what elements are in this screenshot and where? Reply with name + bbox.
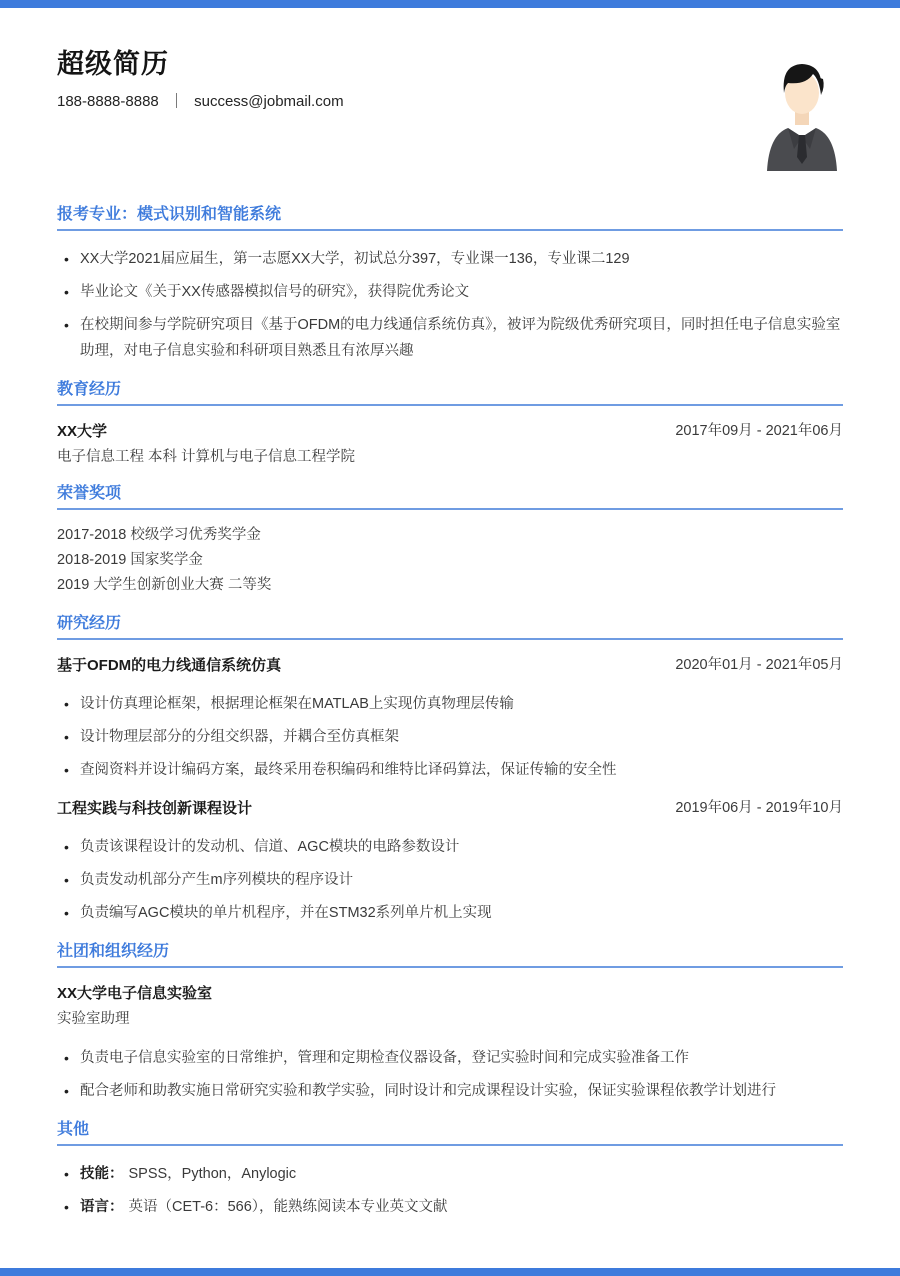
section-divider	[57, 1144, 843, 1146]
section-education	[57, 380, 843, 468]
portrait-illustration	[761, 57, 843, 171]
research-project	[57, 655, 843, 783]
education-detail: 电子信息工程 本科 计算机与电子信息工程学院	[57, 449, 356, 465]
bullet-item: • 设计物理层部分的分组交织器，并耦合至仿真框架	[57, 724, 843, 750]
project-date-range: 2020年01月 - 2021年05月	[675, 657, 843, 673]
language-value: 英语（CET-6：566），能熟练阅读本专业英文文献	[128, 1199, 448, 1215]
section-divider	[57, 404, 843, 406]
email-address: success@jobmail.com	[194, 93, 344, 110]
education-date-range: 2017年09月 - 2021年06月	[675, 423, 843, 439]
section-title-objective: 报考专业：模式识别和智能系统	[57, 206, 282, 223]
section-divider	[57, 508, 843, 510]
education-entry	[57, 421, 843, 442]
section-title-organizations: 社团和组织经历	[57, 943, 170, 960]
avatar	[761, 57, 843, 171]
school-name: XX大学	[57, 423, 108, 440]
project-name: 工程实践与科技创新课程设计	[57, 800, 253, 817]
section-title-education: 教育经历	[57, 381, 122, 398]
bullet-item: • 负责编写AGC模块的单片机程序，并在STM32系列单片机上实现	[57, 900, 843, 926]
section-title-research: 研究经历	[57, 615, 122, 632]
section-divider	[57, 966, 843, 968]
section-research	[57, 614, 843, 926]
organization-name: XX大学电子信息实验室	[57, 985, 213, 1002]
section-divider	[57, 229, 843, 231]
honor-item: 2019 大学生创新创业大赛 二等奖	[57, 577, 272, 593]
organization-entry	[57, 983, 843, 1004]
bullet-item: • 负责发动机部分产生m序列模块的程序设计	[57, 867, 843, 893]
bullet-item: • 配合老师和助教实施日常研究实验和教学实验，同时设计和完成课程设计实验，保证实验课程依教学计划进行	[57, 1078, 843, 1104]
honors-list	[57, 523, 843, 598]
project-bullet-list	[57, 834, 843, 926]
skills-label: 技能：	[80, 1166, 124, 1182]
phone-number: 188-8888-8888	[57, 93, 159, 110]
skills-value: SPSS，Python，Anylogic	[128, 1166, 297, 1182]
resume-title: 超级简历	[57, 49, 169, 79]
objective-bullet-list	[57, 246, 843, 364]
language-label: 语言：	[80, 1199, 124, 1215]
bullet-item: • 在校期间参与学院研究项目《基于OFDM的电力线通信系统仿真》，被评为院级优秀研究项目，同时担任电子信息实验室助理，对电子信息实验和科研项目熟悉且有浓厚兴趣	[57, 312, 843, 364]
skills-item	[57, 1161, 843, 1187]
bullet-item: • 负责电子信息实验室的日常维护，管理和定期检查仪器设备，登记实验时间和完成实验准备工作	[57, 1045, 843, 1071]
bullet-item: • 负责该课程设计的发动机、信道、AGC模块的电路参数设计	[57, 834, 843, 860]
organization-role: 实验室助理	[57, 1011, 130, 1027]
section-objective	[57, 205, 843, 364]
language-item	[57, 1194, 843, 1220]
bullet-item: • 查阅资料并设计编码方案，最终采用卷积编码和维特比译码算法，保证传输的安全性	[57, 757, 843, 783]
section-other	[57, 1120, 843, 1220]
section-organizations	[57, 942, 843, 1104]
bullet-item: • 设计仿真理论框架，根据理论框架在MATLAB上实现仿真物理层传输	[57, 691, 843, 717]
honor-item: 2017-2018 校级学习优秀奖学金	[57, 527, 261, 543]
project-name: 基于OFDM的电力线通信系统仿真	[57, 657, 282, 674]
section-title-honors: 荣誉奖项	[57, 485, 122, 502]
project-header	[57, 798, 843, 819]
section-divider	[57, 638, 843, 640]
section-honors	[57, 484, 843, 598]
top-accent-bar	[0, 0, 900, 8]
research-project	[57, 798, 843, 926]
other-bullet-list	[57, 1161, 843, 1220]
project-date-range: 2019年06月 - 2019年10月	[675, 800, 843, 816]
contact-row	[57, 92, 843, 111]
project-bullet-list	[57, 691, 843, 783]
bullet-item: • 毕业论文《关于XX传感器模拟信号的研究》，获得院优秀论文	[57, 279, 843, 305]
section-title-other: 其他	[57, 1121, 90, 1138]
contact-separator: ｜	[168, 93, 184, 110]
organization-bullet-list	[57, 1045, 843, 1104]
project-header	[57, 655, 843, 676]
bottom-accent-bar	[0, 1268, 900, 1276]
bullet-item: • XX大学2021届应届生，第一志愿XX大学，初试总分397，专业课一136，专业课二129	[57, 246, 843, 272]
honor-item: 2018-2019 国家奖学金	[57, 552, 203, 568]
